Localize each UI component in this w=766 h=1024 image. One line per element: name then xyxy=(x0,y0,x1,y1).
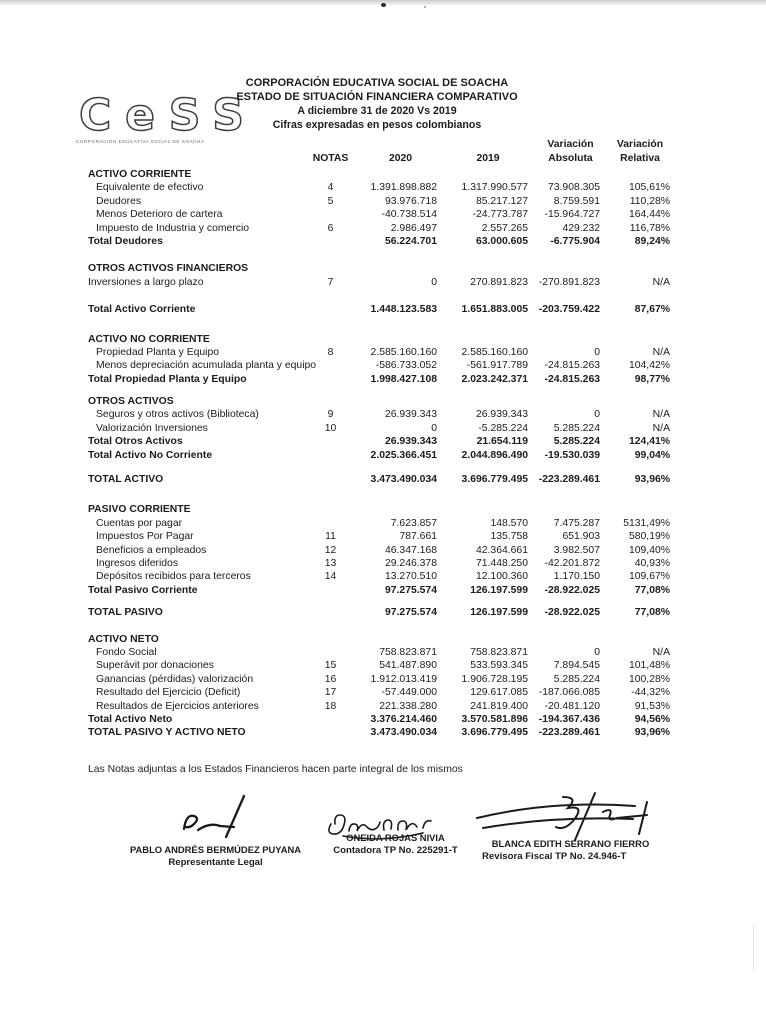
table-row xyxy=(88,726,672,739)
row-label: Total Activo Neto xyxy=(88,713,173,725)
cell-2019: 3.570.581.896 xyxy=(461,713,528,725)
cell-var-rel: 87,67% xyxy=(634,304,670,316)
row-label: Total Activo Corriente xyxy=(88,304,196,316)
signature-icon xyxy=(471,790,671,844)
row-label: Beneficios a empleados xyxy=(96,544,207,556)
cell-nota: 18 xyxy=(324,700,337,712)
table-row xyxy=(88,195,672,208)
table-row xyxy=(88,686,672,699)
cell-nota xyxy=(303,606,358,619)
section-heading-row xyxy=(88,262,672,275)
cell-nota xyxy=(303,646,358,659)
row-label: TOTAL PASIVO xyxy=(88,607,163,619)
table-row xyxy=(88,408,672,421)
cell-nota xyxy=(303,473,358,486)
table-row xyxy=(88,276,672,289)
row-label: Seguros y otros activos (Biblioteca) xyxy=(96,409,259,421)
cell-var-rel: 94,56% xyxy=(634,713,670,725)
table-row xyxy=(88,359,672,372)
section-heading-row xyxy=(88,395,672,408)
cell-var-rel: 98,77% xyxy=(634,373,670,385)
logo-subtext: CORPORACIÓN EDUCATIVA SOCIAL DE SOACHA xyxy=(76,139,205,144)
cell-nota: 8 xyxy=(327,346,334,358)
cell-2019: 758.823.871 xyxy=(470,646,528,658)
cell-2019: 85.217.127 xyxy=(475,195,528,207)
cell-2019: 1.317.990.577 xyxy=(461,182,528,194)
cell-var-abs: -20.481.120 xyxy=(544,700,600,712)
table-row xyxy=(88,544,672,557)
cell-nota: 9 xyxy=(327,409,334,421)
cell-2019: 129.617.085 xyxy=(470,687,528,699)
cell-nota xyxy=(303,359,358,372)
col-variacion-abs-top: Variación xyxy=(547,139,594,150)
cell-2020: 56.224.701 xyxy=(384,235,437,247)
row-label: Cuentas por pagar xyxy=(96,517,183,529)
section-gap xyxy=(88,620,672,633)
cell-nota xyxy=(303,303,358,316)
cell-nota: 14 xyxy=(324,571,337,583)
cell-var-rel: 100,28% xyxy=(628,673,670,685)
col-notas: NOTAS xyxy=(312,153,349,164)
cell-2019: 12.100.360 xyxy=(475,571,528,583)
row-label: Propiedad Planta y Equipo xyxy=(96,346,220,358)
cell-nota xyxy=(303,517,358,530)
row-label: Menos Deterioro de cartera xyxy=(96,209,223,221)
cell-nota: 4 xyxy=(327,182,334,194)
row-label: Total Deudores xyxy=(88,235,163,247)
cell-2020: -586.733.052 xyxy=(375,360,437,372)
col-2020: 2020 xyxy=(388,153,413,164)
cell-var-abs: 8.759.591 xyxy=(553,195,600,207)
cell-var-rel: 77,08% xyxy=(634,584,670,596)
section-heading: ACTIVO CORRIENTE xyxy=(88,169,192,180)
row-label: Total Pasivo Corriente xyxy=(88,584,198,596)
cell-2019: 241.819.400 xyxy=(470,700,528,712)
cell-2020: 2.025.366.451 xyxy=(370,449,437,461)
table-row xyxy=(88,303,672,316)
row-label: Total Propiedad Planta y Equipo xyxy=(88,373,247,385)
cell-var-abs: -223.289.461 xyxy=(538,727,600,739)
statement-title: ESTADO DE SITUACIÓN FINANCIERA COMPARATIVO xyxy=(236,91,518,103)
cell-var-abs: -24.815.263 xyxy=(544,373,600,385)
cell-var-rel: 40,93% xyxy=(634,557,670,569)
cell-2020: 0 xyxy=(431,276,437,288)
cell-2019: 71.448.250 xyxy=(475,557,528,569)
row-label: TOTAL PASIVO Y ACTIVO NETO xyxy=(88,727,246,739)
col-absoluta: Absoluta xyxy=(548,153,593,164)
cell-2020: 221.338.280 xyxy=(379,700,437,712)
scan-edge-artifact xyxy=(753,925,754,970)
section-gap xyxy=(88,486,672,503)
row-label: Resultados de Ejercicios anteriores xyxy=(96,700,259,712)
table-row xyxy=(88,346,672,359)
row-label: Ganancias (pérdidas) valorización xyxy=(96,673,254,685)
signer-name: ONEIDA ROJAS NIVIA xyxy=(346,832,445,843)
table-row xyxy=(88,530,672,543)
cell-nota: 17 xyxy=(324,687,337,699)
cell-2020: 1.912.013.419 xyxy=(370,673,437,685)
cell-var-rel: 89,24% xyxy=(634,235,670,247)
cell-var-abs: 3.982.507 xyxy=(553,544,600,556)
cell-nota xyxy=(303,449,358,462)
signature-block-fiscal-auditor xyxy=(468,790,673,863)
cell-var-rel: N/A xyxy=(652,276,670,288)
cell-var-rel: 5131,49% xyxy=(623,517,670,529)
table-row xyxy=(88,700,672,713)
column-header-row-top xyxy=(88,138,672,152)
cell-var-abs: 1.170.150 xyxy=(553,571,600,583)
cell-2019: 3.696.779.495 xyxy=(461,727,528,739)
cell-var-abs: -6.775.904 xyxy=(550,235,600,247)
cell-var-rel: 101,48% xyxy=(628,660,670,672)
cell-2019: 126.197.599 xyxy=(470,584,528,596)
cell-nota: 6 xyxy=(327,222,334,234)
cell-var-rel: 116,78% xyxy=(629,222,670,234)
section-heading: OTROS ACTIVOS FINANCIEROS xyxy=(88,263,249,275)
cell-nota: 7 xyxy=(327,276,334,288)
cell-2020: 13.270.510 xyxy=(384,571,437,583)
cell-2019: 2.023.242.371 xyxy=(461,373,528,385)
signer-title: Contadora TP No. 225291-T xyxy=(333,845,458,856)
row-label: Superávit por donaciones xyxy=(96,660,214,672)
row-label: Total Activo No Corriente xyxy=(88,449,213,461)
table-row xyxy=(88,449,672,462)
cell-var-abs: 5.285.224 xyxy=(553,436,600,448)
cell-var-rel: 109,67% xyxy=(628,571,670,583)
cell-var-abs: 73.908.305 xyxy=(547,182,600,194)
table-row xyxy=(88,181,672,194)
cell-2019: 63.000.605 xyxy=(475,235,528,247)
cell-2019: 2.557.265 xyxy=(481,222,528,234)
row-label: Deudores xyxy=(96,195,142,207)
cell-2020: 97.275.574 xyxy=(384,584,437,596)
row-label: Inversiones a largo plazo xyxy=(88,276,204,288)
cell-2019: 26.939.343 xyxy=(475,409,528,421)
cell-2019: -561.917.789 xyxy=(466,360,528,372)
cell-2020: 93.976.718 xyxy=(384,195,437,207)
section-heading: OTROS ACTIVOS xyxy=(88,396,174,408)
cell-var-abs: -223.289.461 xyxy=(538,474,600,486)
cell-var-abs: -203.759.422 xyxy=(538,304,600,316)
cell-var-rel: N/A xyxy=(652,346,670,358)
row-label: Equivalente de efectivo xyxy=(96,182,204,194)
section-heading-row xyxy=(88,333,672,346)
table-row xyxy=(88,659,672,672)
scan-spot xyxy=(424,6,426,8)
cell-nota: 5 xyxy=(327,195,334,207)
cell-2020: -57.449.000 xyxy=(381,687,437,699)
cell-var-rel: 105,61% xyxy=(628,182,670,194)
section-gap xyxy=(88,597,672,606)
cell-2019: 1.906.728.195 xyxy=(461,673,528,685)
cell-var-rel: 580,19% xyxy=(628,531,670,543)
cell-2020: 3.473.490.034 xyxy=(370,474,437,486)
col-variacion-rel-top: Variación xyxy=(616,139,664,150)
cell-var-rel: 124,41% xyxy=(628,436,670,448)
cell-var-rel: 164,44% xyxy=(628,209,670,221)
table-row xyxy=(88,517,672,530)
notes-disclaimer: Las Notas adjuntas a los Estados Financieros hacen parte integral de los mismos xyxy=(88,764,463,775)
cell-var-rel: 91,53% xyxy=(634,700,670,712)
cell-2019: 533.593.345 xyxy=(470,660,528,672)
cell-2020: 787.661 xyxy=(399,531,437,543)
cell-var-rel: 77,08% xyxy=(634,607,670,619)
signer-name: BLANCA EDITH SERRANO FIERRO xyxy=(491,838,650,849)
cell-2020: 0 xyxy=(431,422,437,434)
cell-2020: 7.623.857 xyxy=(390,517,437,529)
cell-2020: 3.376.214.460 xyxy=(370,713,437,725)
cell-2020: 97.275.574 xyxy=(384,607,437,619)
signer-title: Revisora Fiscal TP No. 24.946-T xyxy=(482,851,627,862)
section-heading: ACTIVO NETO xyxy=(88,633,159,645)
cell-2020: 541.487.890 xyxy=(379,660,437,672)
cell-2019: 148.570 xyxy=(490,517,528,529)
cell-2019: 135.758 xyxy=(490,531,528,543)
cell-var-abs: -19.530.039 xyxy=(544,449,600,461)
section-heading-row xyxy=(88,633,672,646)
table-row xyxy=(88,222,672,235)
col-relativa: Relativa xyxy=(620,153,660,164)
financial-table xyxy=(88,168,672,740)
cell-var-abs: -194.367.436 xyxy=(538,713,600,725)
col-2019: 2019 xyxy=(476,153,500,164)
column-header-row xyxy=(88,152,672,166)
currency-line: Cifras expresadas en pesos colombianos xyxy=(272,119,482,131)
cell-var-abs: 7.475.287 xyxy=(553,517,600,529)
section-gap xyxy=(88,289,672,303)
cell-2020: 1.391.898.882 xyxy=(370,182,437,194)
table-row xyxy=(88,422,672,435)
signature-block-legal-representative xyxy=(118,792,313,869)
cell-2020: 29.246.378 xyxy=(384,557,437,569)
cell-nota: 15 xyxy=(324,660,337,672)
cell-2020: 26.939.343 xyxy=(384,436,437,448)
cell-2020: 1.998.427.108 xyxy=(370,373,437,385)
cell-2019: 42.364.661 xyxy=(475,544,528,556)
cell-2019: -5.285.224 xyxy=(478,422,528,434)
cell-2020: 3.473.490.034 xyxy=(370,727,437,739)
row-label: Resultado del Ejercicio (Deficit) xyxy=(96,687,241,699)
cell-var-abs: 429.232 xyxy=(562,222,600,234)
section-gap xyxy=(88,386,672,395)
cell-nota: 10 xyxy=(324,422,337,434)
row-label: Depósitos recibidos para terceros xyxy=(96,571,251,583)
row-label: Menos depreciación acumulada planta y equipo xyxy=(96,360,317,372)
cell-2019: 270.891.823 xyxy=(470,276,528,288)
cell-var-abs: 7.894.545 xyxy=(553,660,600,672)
table-row xyxy=(88,584,672,597)
cell-2019: 2.044.896.490 xyxy=(461,449,528,461)
signature-icon xyxy=(168,792,263,844)
cell-nota xyxy=(303,435,358,448)
table-row xyxy=(88,673,672,686)
section-heading-row xyxy=(88,503,672,516)
cell-nota xyxy=(303,584,358,597)
cell-var-rel: 110,28% xyxy=(629,195,670,207)
cell-var-abs: -28.922.025 xyxy=(544,584,600,596)
row-label: Impuesto de Industria y comercio xyxy=(96,222,250,234)
company-name: CORPORACIÓN EDUCATIVA SOCIAL DE SOACHA xyxy=(245,77,509,89)
document-header xyxy=(0,76,764,132)
cell-nota xyxy=(303,726,358,739)
cell-2019: 126.197.599 xyxy=(470,607,528,619)
table-column-headers xyxy=(88,138,672,166)
cell-2020: 758.823.871 xyxy=(379,646,437,658)
cell-var-rel: N/A xyxy=(652,646,670,658)
cell-2020: 2.986.497 xyxy=(390,222,437,234)
scan-spot xyxy=(381,3,386,7)
signer-title: Representante Legal xyxy=(168,857,263,868)
cell-var-rel: N/A xyxy=(652,422,670,434)
cell-var-abs: -187.066.085 xyxy=(538,687,600,699)
table-row xyxy=(88,557,672,570)
row-label: Valorización Inversiones xyxy=(96,422,208,434)
cell-2020: 2.585.160.160 xyxy=(370,346,437,358)
cell-2019: 1.651.883.005 xyxy=(461,304,528,316)
cell-2020: 46.347.168 xyxy=(384,544,437,556)
cell-var-rel: 93,96% xyxy=(634,727,670,739)
cell-var-rel: -44,32% xyxy=(631,687,670,699)
table-row xyxy=(88,208,672,221)
cell-var-abs: -28.922.025 xyxy=(544,607,600,619)
section-gap xyxy=(88,248,672,262)
cell-var-abs: 5.285.224 xyxy=(553,422,600,434)
table-row xyxy=(88,713,672,726)
row-label: Fondo Social xyxy=(96,646,157,658)
cell-nota xyxy=(303,713,358,726)
cell-var-rel: 109,40% xyxy=(628,544,670,556)
table-row xyxy=(88,235,672,248)
cell-var-abs: -270.891.823 xyxy=(538,276,600,288)
cell-nota: 12 xyxy=(324,544,337,556)
cell-var-abs: -24.815.263 xyxy=(544,360,600,372)
table-row xyxy=(88,606,672,619)
svg-text:CeSS: CeSS xyxy=(79,92,247,138)
signature-block-accountant xyxy=(313,806,478,857)
cell-2020: 1.448.123.583 xyxy=(370,304,437,316)
cell-var-abs: 0 xyxy=(594,646,600,658)
cell-var-abs: -42.201.872 xyxy=(544,557,600,569)
table-row xyxy=(88,473,672,486)
cell-2020: -40.738.514 xyxy=(381,209,437,221)
cell-nota: 16 xyxy=(324,673,337,685)
cell-var-rel: 93,96% xyxy=(634,474,670,486)
row-label: Ingresos diferidos xyxy=(96,557,179,569)
cell-var-abs: 0 xyxy=(594,346,600,358)
cell-nota xyxy=(303,373,358,386)
cell-nota xyxy=(303,208,358,221)
cell-nota xyxy=(303,235,358,248)
table-row xyxy=(88,373,672,386)
cell-2019: 2.585.160.160 xyxy=(461,346,528,358)
row-label: TOTAL ACTIVO xyxy=(88,474,164,486)
cell-nota: 13 xyxy=(324,557,337,569)
cell-var-rel: 99,04% xyxy=(634,449,670,461)
row-label: Impuestos Por Pagar xyxy=(96,531,194,543)
section-gap xyxy=(88,462,672,473)
cell-var-rel: N/A xyxy=(652,409,670,421)
table-row xyxy=(88,646,672,659)
cell-var-abs: 5.285.224 xyxy=(553,673,600,685)
section-heading-row xyxy=(88,168,672,181)
period-line: A diciembre 31 de 2020 Vs 2019 xyxy=(297,105,457,117)
section-heading: ACTIVO NO CORRIENTE xyxy=(88,333,210,345)
cell-nota: 11 xyxy=(325,531,336,543)
cell-2019: 3.696.779.495 xyxy=(461,474,528,486)
row-label: Total Otros Activos xyxy=(88,436,183,448)
signer-name: PABLO ANDRÉS BERMÚDEZ PUYANA xyxy=(129,844,302,855)
cell-2019: 21.654.119 xyxy=(476,436,528,448)
cell-var-abs: 0 xyxy=(594,409,600,421)
cell-var-abs: 651.903 xyxy=(562,531,600,543)
section-gap xyxy=(88,317,672,333)
table-row xyxy=(88,435,672,448)
cell-var-rel: 104,42% xyxy=(628,360,670,372)
table-row xyxy=(88,570,672,583)
cell-var-abs: -15.964.727 xyxy=(544,209,600,221)
section-heading: PASIVO CORRIENTE xyxy=(88,504,191,516)
cell-2019: -24.773.787 xyxy=(472,209,528,221)
cell-2020: 26.939.343 xyxy=(384,409,437,421)
